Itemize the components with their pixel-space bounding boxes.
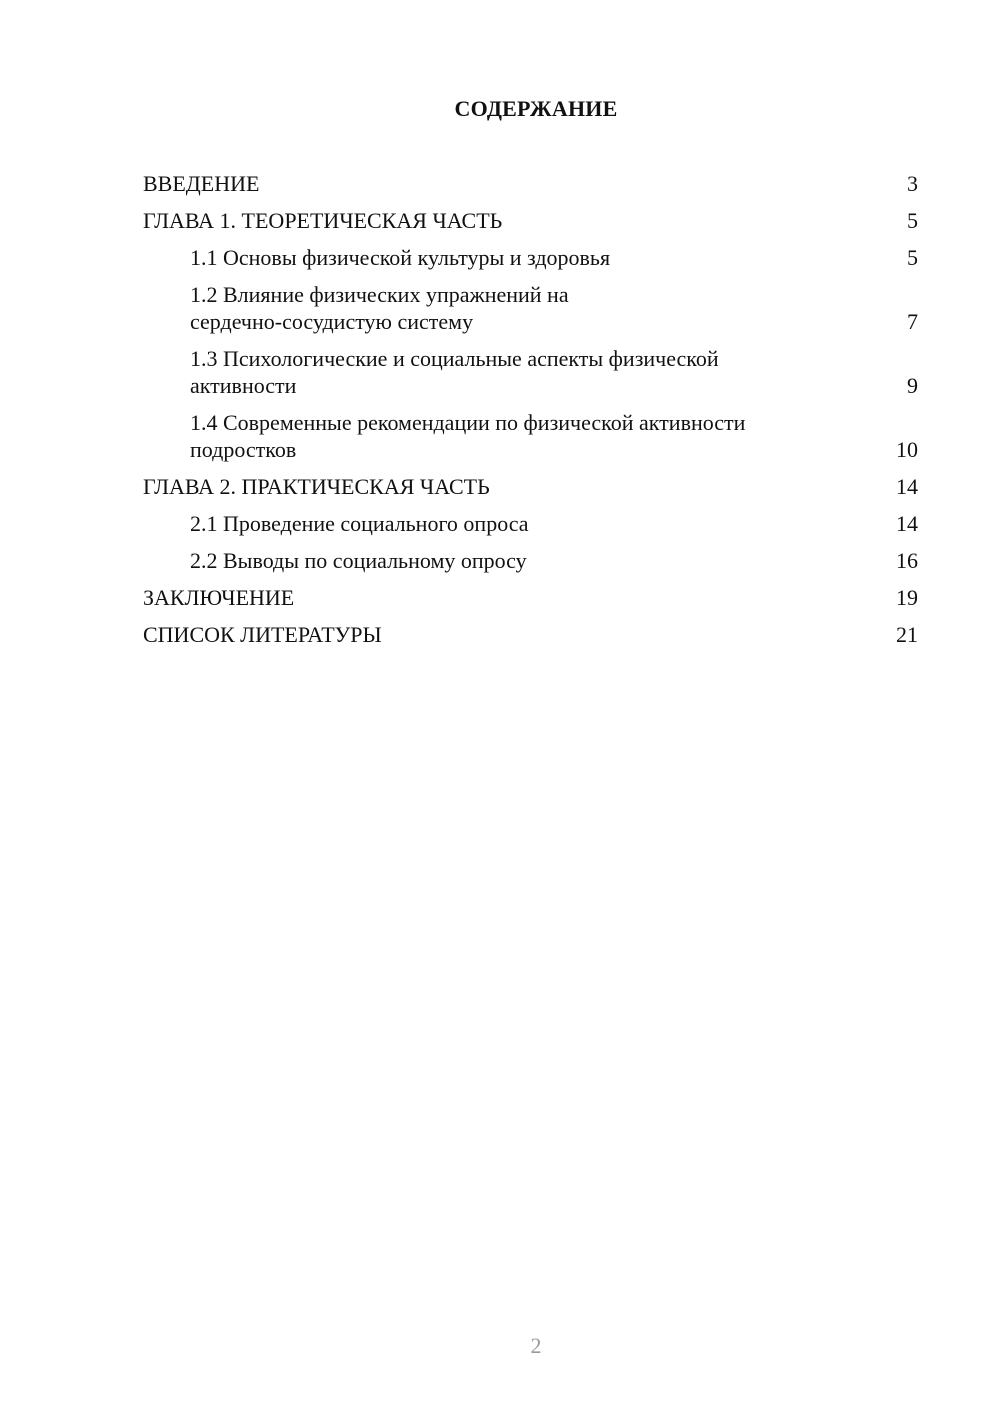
toc-entry-label: ГЛАВА 2. ПРАКТИЧЕСКАЯ ЧАСТЬ [143,474,490,499]
toc-entry-section-1-3[interactable] [143,345,918,399]
toc-entry-label: 1.3 Психологические и социальные аспекты физической активности [190,346,719,398]
toc-entry-chapter-2[interactable] [143,473,918,500]
toc-entry-label: 1.1 Основы физической культуры и здоровья [190,245,611,270]
toc-entry-page: 14 [896,474,918,499]
toc-entry-label: СПИСОК ЛИТЕРАТУРЫ [143,622,382,647]
toc-entry-label: ВВЕДЕНИЕ [143,171,260,196]
toc-entry-label: 2.2 Выводы по социальному опросу [190,548,527,573]
toc-entry-page: 7 [907,309,918,334]
toc-entry-conclusion[interactable] [143,584,918,611]
page-number: 2 [530,1333,542,1358]
toc-entry-section-2-1[interactable] [143,510,918,537]
toc-entry-references[interactable] [143,621,918,648]
toc-entry-chapter-1[interactable] [143,207,918,234]
toc-entry-section-1-4[interactable] [143,409,918,463]
toc-entry-label: 2.1 Проведение социального опроса [190,511,529,536]
table-of-contents [143,170,918,658]
toc-entry-page: 5 [907,208,918,233]
toc-entry-label: ГЛАВА 1. ТЕОРЕТИЧЕСКАЯ ЧАСТЬ [143,208,503,233]
toc-entry-label: 1.2 Влияние физических упражнений на сердечно-сосудистую систему [190,282,569,334]
toc-entry-label: 1.4 Современные рекомендации по физической активности подростков [190,410,746,462]
toc-entry-label: ЗАКЛЮЧЕНИЕ [143,585,295,610]
toc-entry-page: 14 [896,511,918,536]
toc-entry-page: 10 [896,437,918,462]
toc-entry-section-1-1[interactable] [143,244,918,271]
toc-entry-page: 3 [907,171,918,196]
toc-entry-section-2-2[interactable] [143,547,918,574]
toc-entry-page: 5 [907,245,918,270]
toc-entry-page: 9 [907,373,918,398]
toc-entry-introduction[interactable] [143,170,918,197]
toc-entry-page: 16 [896,548,918,573]
toc-entry-section-1-2[interactable] [143,281,918,335]
page-title: СОДЕРЖАНИЕ [454,96,618,121]
toc-entry-page: 19 [896,585,918,610]
toc-entry-page: 21 [896,622,918,647]
